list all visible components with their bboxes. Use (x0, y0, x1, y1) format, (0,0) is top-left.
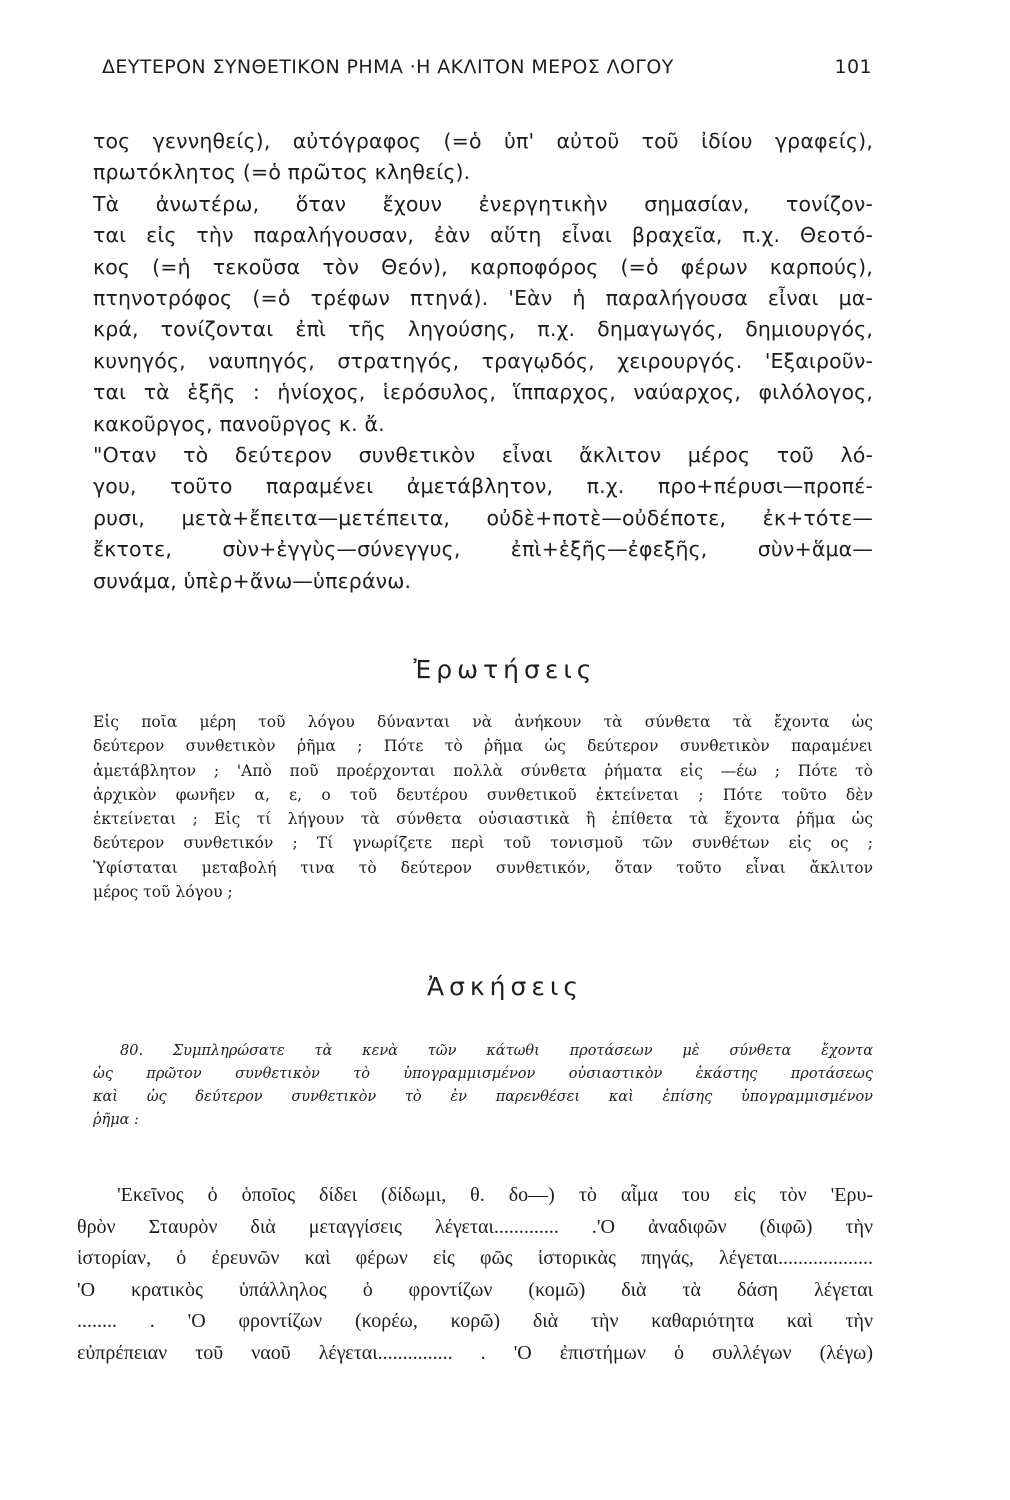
question-line: ἐκτείνεται ; Εἰς τί λήγουν τὰ σύνθετα οὐσιαστικὰ ἢ ἐπίθετα τὰ ἔχοντα ῥῆμα ὡς (93, 810, 873, 829)
text-line: ἔκτοτε, σὺν+ἐγγὺς—σύνεγγυς, ἐπὶ+ἑξῆς—ἐφεξῆς, σὺν+ἅμα— (93, 537, 873, 562)
question-line: ἀμετάβλητον ; 'Απὸ ποῦ προέρχονται πολλὰ σύνθετα ῥήματα εἰς —έω ; Πότε τὸ (93, 761, 873, 780)
question-line: δεύτερον συνθετικὸν ῥῆμα ; Πότε τὸ ῥῆμα ὡς δεύτερον συνθετικὸν παραμένει (93, 737, 873, 756)
sentence-line: 'Εκεῖνος ὁ ὁποῖος δίδει (δίδωμι, θ. δο—) τὸ αἷμα του εἰς τὸν 'Ερυ- (117, 1184, 873, 1206)
questions-paragraph (93, 710, 873, 904)
question-line: Εἰς ποῖα μέρη τοῦ λόγου δύνανται νὰ ἀνήκουν τὰ σύνθετα τὰ ἔχοντα ὡς (93, 713, 873, 731)
text-line: ται εἰς τὴν παραλήγουσαν, ἐὰν αὕτη εἶναι βραχεῖα, π.χ. Θεοτό- (93, 223, 873, 248)
main-text (93, 126, 873, 597)
text-line: συνάμα, ὑπὲρ+ἄνω—ὑπεράνω. (93, 568, 412, 593)
question-line: μέρος τοῦ λόγου ; (93, 883, 233, 902)
running-title: ΔΕΥΤΕΡΟΝ ΣΥΝΘΕΤΙΚΟΝ ΡΗΜΑ ·Η ΑΚΛΙΤΟΝ ΜΕΡΟΣ ΛΟΓΟΥ (102, 56, 674, 78)
exercise-line: καὶ ὡς δεύτερον συνθετικὸν τὸ ἐν παρενθέσει καὶ ἐπίσης ὑπογραμμισμένον (93, 1089, 873, 1105)
text-line: γου, τοῦτο παραμένει ἀμετάβλητον, π.χ. προ+πέρυσι—προπέ- (93, 474, 873, 499)
page-number: 101 (834, 56, 872, 78)
text-line: Τὰ ἀνωτέρω, ὅταν ἔχουν ἐνεργητικὴν σημασίαν, τονίζον- (93, 191, 873, 216)
text-line: τος γεννηθείς), αὐτόγραφος (=ὁ ὑπ' αὐτοῦ τοῦ ἰδίου γραφείς), (93, 129, 873, 153)
sentence-line: ἱστορίαν, ὁ ἐρευνῶν καὶ φέρων εἰς φῶς ἱστορικὰς πηγάς, λέγεται................... (77, 1247, 873, 1270)
sentence-line: ........ . 'Ο φροντίζων (κορέω, κορῶ) διὰ τὴν καθαριότητα καὶ τὴν (77, 1310, 873, 1333)
exercise-sentences (77, 1180, 873, 1370)
text-line: κος (=ἡ τεκοῦσα τὸν Θεόν), καρποφόρος (=ὁ φέρων καρπούς), (93, 254, 873, 279)
page-header (102, 56, 872, 92)
text-line: κακοῦργος, πανοῦργος κ. ἄ. (93, 411, 385, 436)
questions-heading: Ἐρωτήσεις (413, 655, 597, 684)
text-line: ται τὰ ἑξῆς : ἡνίοχος, ἱερόσυλος, ἵππαρχος, ναύαρχος, φιλόλογος, (93, 380, 873, 405)
question-line: δεύτερον συνθετικόν ; Τί γνωρίζετε περὶ τοῦ τονισμοῦ τῶν συνθέτων εἰς ος ; (93, 834, 873, 853)
sentence-line: εὐπρέπειαν τοῦ ναοῦ λέγεται............... . 'Ο ἐπιστήμων ὁ συλλέγων (λέγω) (77, 1341, 873, 1364)
exercise-instructions (93, 1040, 873, 1132)
sentence-line: 'Ο κρατικὸς ὑπάλληλος ὁ φροντίζων (κομῶ) διὰ τὰ δάση λέγεται (77, 1278, 873, 1301)
text-line: κρά, τονίζονται ἐπὶ τῆς ληγούσης, π.χ. δημαγωγός, δημιουργός, (93, 317, 873, 342)
exercise-line: ὡς πρῶτον συνθετικὸν τὸ ὑπογραμμισμένον οὐσιαστικὸν ἑκάστης προτάσεως (93, 1066, 873, 1082)
exercise-line: 80. Συμπληρώσατε τὰ κενὰ τῶν κάτωθι προτάσεων μὲ σύνθετα ἔχοντα (120, 1043, 873, 1059)
text-line: πτηνοτρόφος (=ὁ τρέφων πτηνά). 'Εὰν ἡ παραλήγουσα εἶναι μα- (93, 286, 873, 311)
text-line: "Οταν τὸ δεύτερον συνθετικὸν εἶναι ἄκλιτον μέρος τοῦ λό- (93, 443, 873, 468)
text-line: κυνηγός, ναυπηγός, στρατηγός, τραγῳδός, χειρουργός. 'Εξαιροῦν- (93, 348, 873, 373)
question-line: Ὑφίσταται μεταβολή τινα τὸ δεύτερον συνθετικόν, ὅταν τοῦτο εἶναι ἄκλιτον (93, 858, 873, 877)
exercise-line: ῥῆμα : (93, 1112, 139, 1128)
text-line: ρυσι, μετὰ+ἔπειτα—μετέπειτα, οὐδὲ+ποτὲ—οὐδέποτε, ἐκ+τότε— (93, 505, 873, 530)
exercises-heading: Ἀσκήσεις (426, 972, 583, 1001)
question-line: ἀρχικὸν φωνῆεν α, ε, ο τοῦ δευτέρου συνθετικοῦ ἐκτείνεται ; Πότε τοῦτο δὲν (93, 785, 873, 804)
sentence-line: θρὸν Σταυρὸν διὰ μεταγγίσεις λέγεται............. .'Ο ἀναδιφῶν (διφῶ) τὴν (77, 1215, 873, 1238)
text-line: πρωτόκλητος (=ὁ πρῶτος κληθείς). (93, 160, 471, 185)
